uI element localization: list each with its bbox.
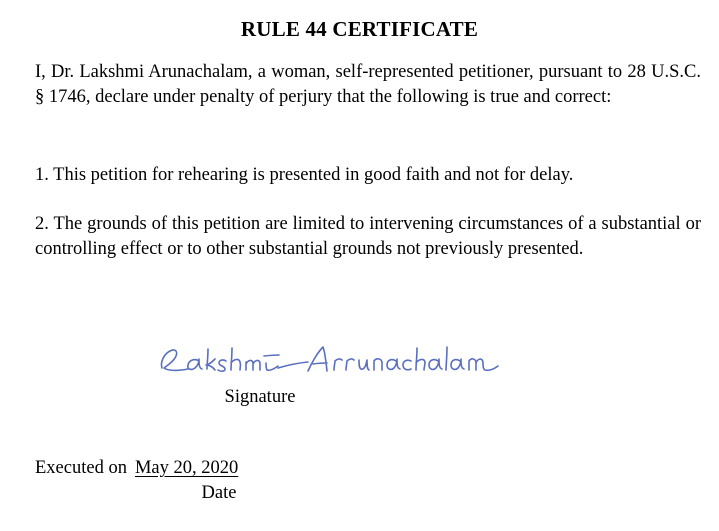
execution-line bbox=[35, 456, 240, 480]
signature-label: Signature bbox=[224, 387, 296, 407]
handwritten-signature bbox=[158, 338, 458, 384]
page-title: RULE 44 CERTIFICATE bbox=[240, 17, 479, 41]
date-label: Date bbox=[201, 483, 237, 503]
declaration-item-1: 1. This petition for rehearing is presented in good faith and not for delay. bbox=[35, 165, 574, 185]
intro-paragraph-block bbox=[35, 60, 701, 110]
item-two-block bbox=[35, 212, 701, 262]
declaration-item-2: 2. The grounds of this petition are limited to intervening circumstances of a substantial or controlling effect or to other substantial grounds not previously presented. bbox=[35, 214, 701, 259]
item-one-block bbox=[35, 163, 701, 188]
signature-area bbox=[120, 330, 500, 415]
executed-on-label: Executed on bbox=[35, 458, 127, 478]
intro-paragraph: I, Dr. Lakshmi Arunachalam, a woman, self-represented petitioner, pursuant to 28 U.S.C. § 1746, declare under penalty of perjury that the following is true and correct: bbox=[35, 62, 701, 107]
execution-date-value: May 20, 2020 bbox=[134, 458, 239, 478]
